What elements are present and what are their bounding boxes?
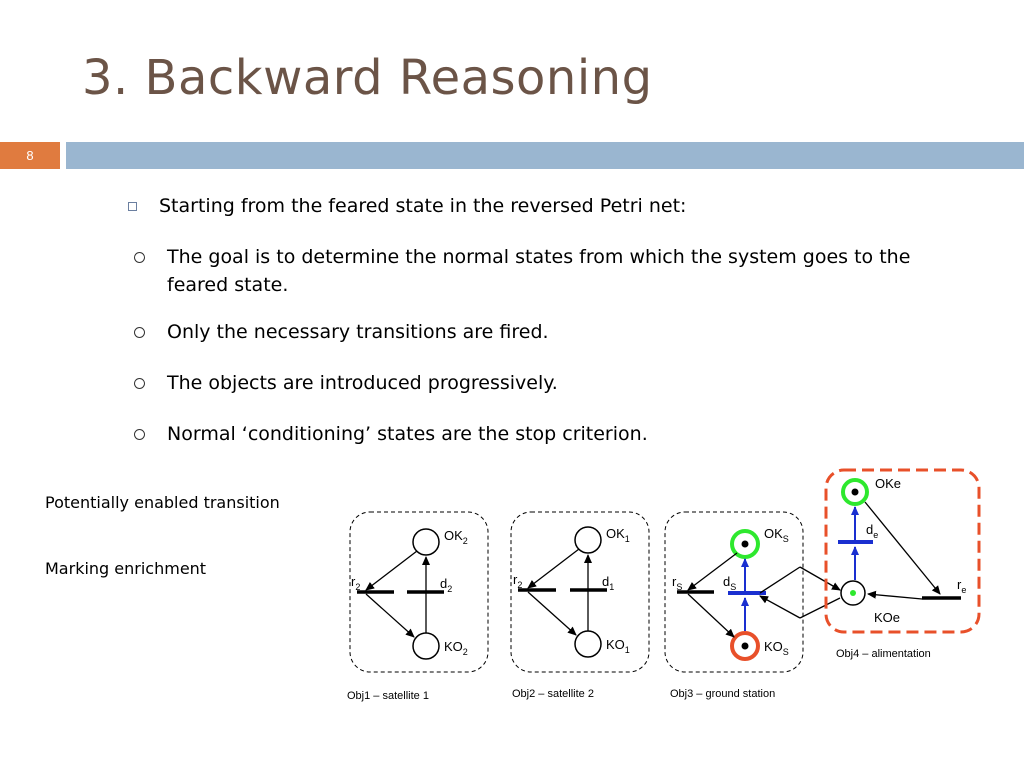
bullet-text: Only the necessary transitions are fired. bbox=[167, 321, 549, 343]
obj1-arc bbox=[366, 551, 417, 590]
obj3-ko-label: KO bbox=[764, 639, 783, 654]
svg-text:de bbox=[866, 522, 878, 540]
obj2-ko-sub: 1 bbox=[624, 645, 630, 655]
obj1-arc bbox=[366, 594, 414, 637]
obj3-token bbox=[742, 541, 749, 548]
obj1-ok-sub: 2 bbox=[462, 536, 468, 546]
obj2-caption: Obj2 – satellite 2 bbox=[512, 688, 594, 700]
page-number: 8 bbox=[26, 148, 34, 163]
obj1-r-sub: 2 bbox=[355, 582, 361, 592]
obj4-arc bbox=[868, 594, 922, 599]
obj4-ok-label: OKe bbox=[875, 476, 902, 491]
bullet-text: The goal is to determine the normal states from which the system goes to the feared state. bbox=[167, 246, 911, 296]
bullet-text: The objects are introduced progressively. bbox=[167, 372, 558, 394]
obj3-arc bbox=[800, 598, 840, 618]
obj4-ko-label: KOe bbox=[874, 610, 901, 625]
svg-text:r2 bbox=[513, 572, 522, 590]
obj2-arc bbox=[528, 592, 576, 635]
obj2-r-label: r bbox=[513, 572, 518, 587]
obj4-enriched-token bbox=[850, 590, 856, 596]
obj4-caption: Obj4 – alimentation bbox=[836, 648, 931, 660]
obj3-arc bbox=[760, 567, 800, 593]
bullet-text: Starting from the feared state in the reversed Petri net: bbox=[159, 195, 687, 217]
obj2-d-sub: 1 bbox=[609, 582, 615, 592]
obj3-r-label: r bbox=[672, 574, 677, 589]
slide-title: 3. Backward Reasoning bbox=[82, 50, 653, 106]
obj2-d-label: d bbox=[602, 574, 610, 589]
svg-text:OKS bbox=[764, 526, 789, 544]
obj1-place-ko bbox=[413, 633, 439, 659]
obj3-d-sub: S bbox=[730, 582, 737, 592]
obj2-r-sub: 2 bbox=[517, 580, 523, 590]
obj2-place-ko bbox=[575, 631, 601, 657]
obj3-ok-label: OK bbox=[764, 526, 783, 541]
obj3-arc bbox=[688, 594, 734, 637]
obj1-ok-label: OK bbox=[444, 528, 463, 543]
obj3-arc bbox=[760, 596, 800, 618]
svg-text:KOS bbox=[764, 639, 789, 657]
svg-text:KO2 bbox=[444, 639, 468, 657]
obj3-ok-sub: S bbox=[782, 534, 789, 544]
obj3-d-label: d bbox=[723, 574, 731, 589]
svg-text:OK1 bbox=[606, 526, 630, 544]
obj1-d-sub: 2 bbox=[447, 584, 453, 594]
obj1-ko-sub: 2 bbox=[462, 647, 468, 657]
label-marking-enrichment: Marking enrichment bbox=[45, 559, 207, 578]
svg-text:OK2 bbox=[444, 528, 468, 546]
obj3-arc bbox=[800, 567, 840, 590]
obj2-arc bbox=[528, 549, 579, 588]
svg-text:re bbox=[957, 577, 966, 595]
bullet-text: Normal ‘conditioning’ states are the stop criterion. bbox=[167, 423, 648, 445]
obj4-r-sub: e bbox=[961, 585, 967, 595]
obj1-r-label: r bbox=[351, 574, 356, 589]
obj1-ko-label: KO bbox=[444, 639, 463, 654]
obj2-net bbox=[511, 512, 649, 700]
obj4-r-label: r bbox=[957, 577, 962, 592]
obj1-net bbox=[347, 512, 488, 702]
obj1-caption: Obj1 – satellite 1 bbox=[347, 690, 429, 702]
obj3-caption: Obj3 – ground station bbox=[670, 688, 776, 700]
obj1-d-label: d bbox=[440, 576, 448, 591]
label-potentially-enabled: Potentially enabled transition bbox=[45, 493, 280, 512]
svg-text:KO1 bbox=[606, 637, 630, 655]
obj2-ok-sub: 1 bbox=[624, 534, 630, 544]
obj4-d-label: d bbox=[866, 522, 874, 537]
svg-text:dS bbox=[723, 574, 736, 592]
obj2-ok-label: OK bbox=[606, 526, 625, 541]
obj4-arc bbox=[865, 502, 940, 594]
obj3-token bbox=[742, 643, 749, 650]
obj3-ko-sub: S bbox=[782, 647, 789, 657]
obj2-ko-label: KO bbox=[606, 637, 625, 652]
svg-text:r2 bbox=[351, 574, 360, 592]
obj3-r-sub: S bbox=[676, 582, 683, 592]
obj4-d-sub: e bbox=[873, 530, 879, 540]
svg-text:rS bbox=[672, 574, 682, 592]
obj4-token bbox=[852, 489, 859, 496]
obj3-net bbox=[665, 512, 840, 700]
obj4-net bbox=[826, 470, 979, 660]
